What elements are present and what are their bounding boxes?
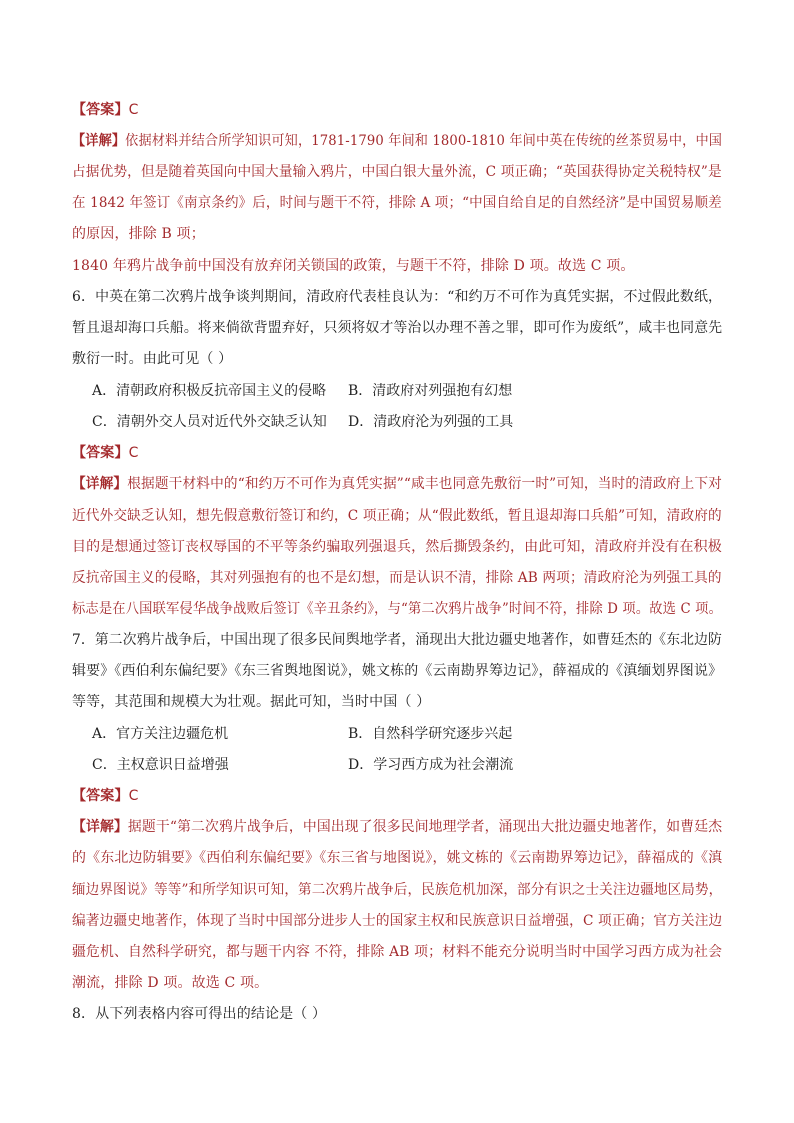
q7-stem-line: 辑要》《西伯利东偏纪要》《东三省舆地图说》，姚文栋的《云南勘界筹边记》，薛福成的《滇缅划界图说》 — [72, 663, 723, 679]
q6-stem-line: 敷衍一时。由此可见（ ） — [72, 351, 233, 367]
q6-detail-line: 反抗帝国主义的侵略，其对列强抱有的也不是幻想，而是认识不清，排除 AB 两项；清政府沦为列强工具的 — [72, 570, 722, 586]
q7-option-a: A．官方关注边疆危机 — [92, 726, 229, 742]
answer-tag: 【答案】 — [72, 102, 129, 118]
q6-option-c: C．清朝外交人员对近代外交缺乏认知 — [92, 414, 327, 430]
q6-detail-line: 标志是在八国联军侵华战争战败后签订《辛丑条约》，与“第二次鸦片战争”时间不符，排除 D 项。故选 C 项。 — [72, 601, 722, 617]
q5-detail-line: 在 1842 年签订《南京条约》后，时间与题干不符，排除 A 项；“中国自给自足的自然经济”是中国贸易顺差 — [72, 195, 722, 211]
detail-text: 据题干“第二次鸦片战争后，中国出现了很多民间地理学者，涌现出大批边疆史地著作，如曹廷杰 — [127, 819, 723, 835]
q7-option-b: B．自然科学研究逐步兴起 — [348, 726, 513, 742]
answer-value: C — [128, 788, 139, 804]
answer-tag: 【答案】 — [72, 788, 129, 804]
q7-option-c: C．主权意识日益增强 — [92, 757, 229, 773]
detail-text: 依据材料并结合所学知识可知，1781-1790 年间和 1800-1810 年间中英在传统的丝茶贸易中，中国 — [125, 133, 723, 149]
answer-value: C — [128, 102, 139, 118]
q6-answer-line — [72, 443, 722, 463]
answer-tag: 【答案】 — [72, 445, 129, 461]
q6-detail-line: 目的是想通过签订丧权辱国的不平等条约骗取列强退兵，然后撕毁条约，由此可知，清政府并没有在积极 — [72, 539, 722, 555]
detail-tag: 【详解】 — [72, 476, 128, 492]
q7-detail-line: 潮流，排除 D 项。故选 C 项。 — [72, 975, 269, 991]
q7-stem-line: 7．第二次鸦片战争后，中国出现了很多民间舆地学者，涌现出大批边疆史地著作，如曹廷杰的《东北边防 — [72, 632, 722, 648]
q5-detail-line — [72, 131, 723, 151]
detail-tag: 【详解】 — [72, 819, 128, 835]
q7-option-d: D．学习西方成为社会潮流 — [348, 757, 514, 773]
detail-tag: 【详解】 — [72, 133, 126, 149]
q5-detail-line: 占据优势，但是随着英国向中国大量输入鸦片，中国白银大量外流，C 项正确；“英国获得协定关税特权”是 — [72, 164, 722, 180]
q7-answer-line — [72, 786, 722, 806]
q6-detail-line: 近代外交缺乏认知，想先假意敷衍签订和约，C 项正确；从“假此数纸，暂且退却海口兵船”可知，清政府的 — [72, 508, 722, 524]
detail-text: 根据题干材料中的“和约万不可作为真凭实据”“咸丰也同意先敷衍一时”可知，当时的清政府上下对 — [127, 476, 722, 492]
q7-detail-line — [72, 817, 723, 837]
q6-detail-line — [72, 474, 722, 494]
q7-detail-line: 疆危机、自然科学研究，都与题干内容 不符，排除 AB 项；材料不能充分说明当时中国学习西方成为社会 — [72, 944, 723, 960]
q6-stem-line: 暂且退却海口兵船。将来倘欲背盟弃好，只须将奴才等治以办理不善之罪，即可作为废纸”，咸丰也同意先 — [72, 320, 723, 336]
q6-option-b: B．清政府对列强抱有幻想 — [348, 383, 513, 399]
q6-option-d: D．清政府沦为列强的工具 — [348, 414, 514, 430]
q7-stem-line: 等等，其范围和规模大为壮观。据此可知，当时中国（ ） — [72, 694, 431, 710]
q8-stem-line: 8．从下列表格内容可得出的结论是（ ） — [72, 1006, 327, 1022]
q6-option-a: A．清朝政府积极反抗帝国主义的侵略 — [92, 383, 327, 399]
q7-detail-line: 缅边界图说》等等”和所学知识可知，第二次鸦片战争后，民族危机加深，部分有识之士关注边疆地区局势， — [72, 882, 723, 898]
q5-detail-line: 1840 年鸦片战争前中国没有放弃闭关锁国的政策，与题干不符，排除 D 项。故选 C 项。 — [72, 258, 635, 274]
q5-detail-line: 的原因，排除 B 项； — [72, 226, 205, 242]
q7-detail-line: 的《东北边防辑要》《西伯利东偏纪要》《东三省与地图说》，姚文栋的《云南勘界筹边记》，薛福成的《滇 — [72, 850, 723, 866]
answer-value: C — [128, 445, 139, 461]
q7-detail-line: 编著边疆史地著作，体现了当时中国部分进步人士的国家主权和民族意识日益增强，C 项正确；官方关注边 — [72, 913, 723, 929]
q5-answer-line — [72, 100, 722, 120]
q6-stem-line: 6．中英在第二次鸦片战争谈判期间，清政府代表桂良认为：“和约万不可作为真凭实据，不过假此数纸， — [72, 289, 723, 305]
